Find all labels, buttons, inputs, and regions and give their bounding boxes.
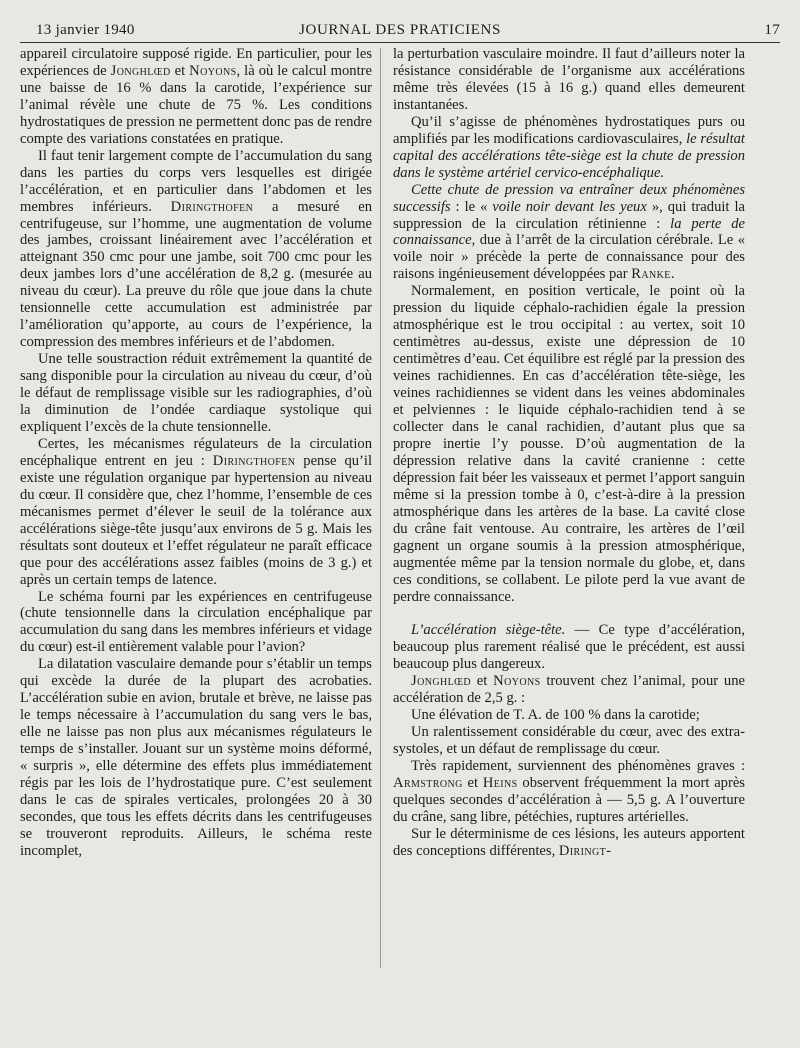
page-number: 17 — [764, 22, 780, 38]
text-run: : le « — [450, 198, 493, 215]
text-run: et — [471, 673, 494, 690]
text-run: », qui traduit la suppression de la circulation rétinienne : — [393, 198, 745, 232]
paragraph — [393, 826, 745, 860]
author-name: Diringt- — [558, 842, 612, 859]
author-name: Noyons — [189, 62, 237, 79]
header-rule — [20, 42, 780, 43]
journal-title: JOURNAL DES PRATICIENS — [299, 22, 501, 38]
text-run: trouvent chez l’animal, pour une accélération de 2,5 g. : — [393, 673, 745, 707]
text-run: Certes, les mécanismes régulateurs de la circulation encéphalique entrent en jeu : — [20, 435, 372, 469]
paragraph — [20, 589, 372, 657]
paragraph — [393, 182, 745, 284]
text-run: Qu’il s’agisse de phénomènes hydrostatiques purs ou amplifiés par les modifications cardiovasculaires, — [393, 113, 745, 147]
paragraph — [393, 673, 745, 707]
column-divider — [380, 48, 381, 968]
author-name: Ranke — [631, 266, 671, 283]
paragraph — [393, 114, 745, 182]
text-run: Très rapidement, surviennent des phénomènes graves : — [411, 758, 745, 775]
paragraph — [393, 724, 745, 758]
text-run: et — [462, 775, 483, 792]
author-name: Jonghlœd — [411, 673, 471, 690]
text-run: Une telle soustraction réduit extrêmement la quantité de sang disponible pour la circulation au niveau du cœur, d’où le défaut de remplissage visible sur les radiographies, d’où la diminution de l’ondée cardiaque systolique qui expliquent l’excès de la chute tensionnelle. — [20, 351, 372, 435]
paragraph — [393, 707, 745, 724]
text-run: Sur le déterminisme de ces lésions, les auteurs apportent des conceptions différentes, — [393, 825, 745, 859]
text-run: pense qu’il existe une régulation organique par hypertension au niveau du cœur. Il considère que, chez l’homme, l’ensemble de ces mécanismes permet d’élever le seuil de la tolérance aux accélérations siège-tête jusqu’aux environs de 5 g. Mais les résultats sont douteux et l’effet régulateur ne paraît efficace que pour des accélérations assez faibles (moins de 3 g.) et après un certain temps de latence. — [20, 452, 372, 588]
author-name: Diringthofen — [170, 198, 254, 215]
author-name: Armstrong — [393, 775, 463, 792]
author-name: Noyons — [493, 673, 541, 690]
text-run: Il faut tenir largement compte de l’accumulation du sang dans les parties du corps vers lesquelles est dirigée l’accélération, et en particulier dans l’abdomen et les membres inférieurs. — [20, 147, 372, 215]
italic-text: L’accélération siège-tête. — [411, 622, 566, 639]
text-run: a mesuré en centrifugeuse, sur l’homme, une augmentation de volume des jambes, croissant linéairement avec l’accélération et atteignant 350 cmc pour une jambe, soit 700 cmc pour les deux jambes lors d’une accélération de 8,2 g. (mesurée au niveau du cœur). La preuve du rôle que joue dans la chute tensionnelle cette accumulation est administrée par l’amélioration qu’apporte, au cours de l’expérience, la compression des membres inférieurs et de l’abdomen. — [20, 198, 372, 351]
author-name: Heins — [482, 775, 518, 792]
text-run: la perturbation vasculaire moindre. Il faut d’ailleurs noter la résistance considérable de l’organisme aux accélérations même très élevées (15 à 16 g.) quand elles demeurent instantanées. — [393, 46, 745, 113]
text-run: appareil circulatoire supposé rigide. En particulier, pour les expériences de — [20, 46, 372, 79]
running-header — [20, 22, 780, 42]
text-run: La dilatation vasculaire demande pour s’établir un temps qui excède la durée de la plupart des acrobaties. L’accélération subie en avion, brutale et brève, ne laisse pas le temps nécessaire à l’accumulation du sang vers le bas, elle ne laisse pas non plus aux mécanismes régulateurs le temps de s’installer. Jouant sur un système moins déformé, « surpris », elle détermine des effets plus immédiatement régis par les lois de l’hydrostatique pure. C’est seulement dans le cas de spirales verticales, prolongées 20 à 30 secondes, que tous les effets décrits dans les centrifugeuses se trouveront reproduits. Ailleurs, le schéma reste incomplet, — [20, 656, 372, 859]
italic-text: Cette chute de pression va entraîner deux phénomènes successifs — [393, 181, 745, 215]
paragraph — [20, 656, 372, 859]
text-run: Un ralentissement considérable du cœur, avec des extra-systoles, et un défaut de remplissage du cœur. — [393, 724, 745, 758]
text-run: — Ce type d’accélération, beaucoup plus rarement réalisé que le précédent, est aussi beaucoup plus dangereux. — [393, 622, 745, 673]
paragraph — [393, 46, 745, 114]
paragraph — [20, 148, 372, 351]
paragraph — [20, 436, 372, 589]
author-name: Jonghlœd — [110, 62, 171, 79]
paragraph — [20, 46, 372, 148]
author-name: Diringthofen — [212, 452, 296, 469]
italic-text: la perte de connaissance — [393, 215, 745, 249]
text-run: . — [670, 266, 675, 283]
text-run: Le schéma fourni par les expériences en centrifugeuse (chute tensionnelle dans la circulation encéphalique par accumulation du sang dans les membres inférieurs et vidage du cœur) est-il entièrement valable pour l’avion? — [20, 588, 372, 656]
text-run: , due à l’arrêt de la circulation cérébrale. Le « voile noir » précède la perte de connaissance pour des raisons ingénieusement développées par — [393, 232, 745, 283]
right-column — [393, 46, 745, 1046]
text-run: observent fréquemment la mort après quelques secondes d’accélération à — 5,5 g. A l’ouverture du crâne, sang libre, pétéchies, ruptures artérielles. — [393, 775, 745, 825]
text-run: Une élévation de T. A. de 100 % dans la carotide; — [411, 707, 700, 724]
paragraph — [393, 283, 745, 605]
italic-text: le résultat capital des accélérations tête-siège est la chute de pression dans le système artériel cervico-encéphalique. — [393, 130, 745, 181]
issue-date: 13 janvier 1940 — [36, 22, 135, 38]
text-run: et — [170, 62, 190, 79]
section-heading-paragraph — [393, 622, 745, 673]
italic-text: voile noir devant les yeux — [492, 198, 647, 215]
text-run: , là où le calcul montre une baisse de 16 % dans la carotide, l’expérience sur l’animal révèle une chute de 75 %. Les conditions hydrostatiques de pression ne permettent donc pas de rendre compte des variations constatées en pratique. — [20, 62, 372, 147]
paragraph — [393, 758, 745, 826]
left-column — [20, 46, 372, 1046]
text-run: Normalement, en position verticale, le point où la pression du liquide céphalo-rachidien égale la pression atmosphérique est le trou occipital : au vertex, soit 10 centimètres au-dessus, existe une dépression de 10 centimètres d’eau. Cet équilibre est réglé par la pression des veines rachidiennes. En cas d’accélération tête-siège, les veines rachidiennes se vident dans les veines abdominales et pelviennes : le liquide céphalo-rachidien tend à se collecter dans le canal rachidien, d’autant plus que sa propre inertie l’y pousse. D’où augmentation de la dépression relative dans la cavité cranienne : cette dépression fait béer les vaisseaux et permet l’apport sanguin même si la pression tombe à 0, c’est-à-dire à la pression atmosphérique dans les artères de la base. La cavité close du crâne fait ventouse. Au contraire, les artères de l’œil gagnent un organe soumis à la pression atmosphérique, augmentée même par la tension normale du globe, et, dans ces conditions, se collabent. Le pilote perd la vue avant de perdre connaissance. — [393, 283, 745, 605]
paragraph — [20, 351, 372, 436]
